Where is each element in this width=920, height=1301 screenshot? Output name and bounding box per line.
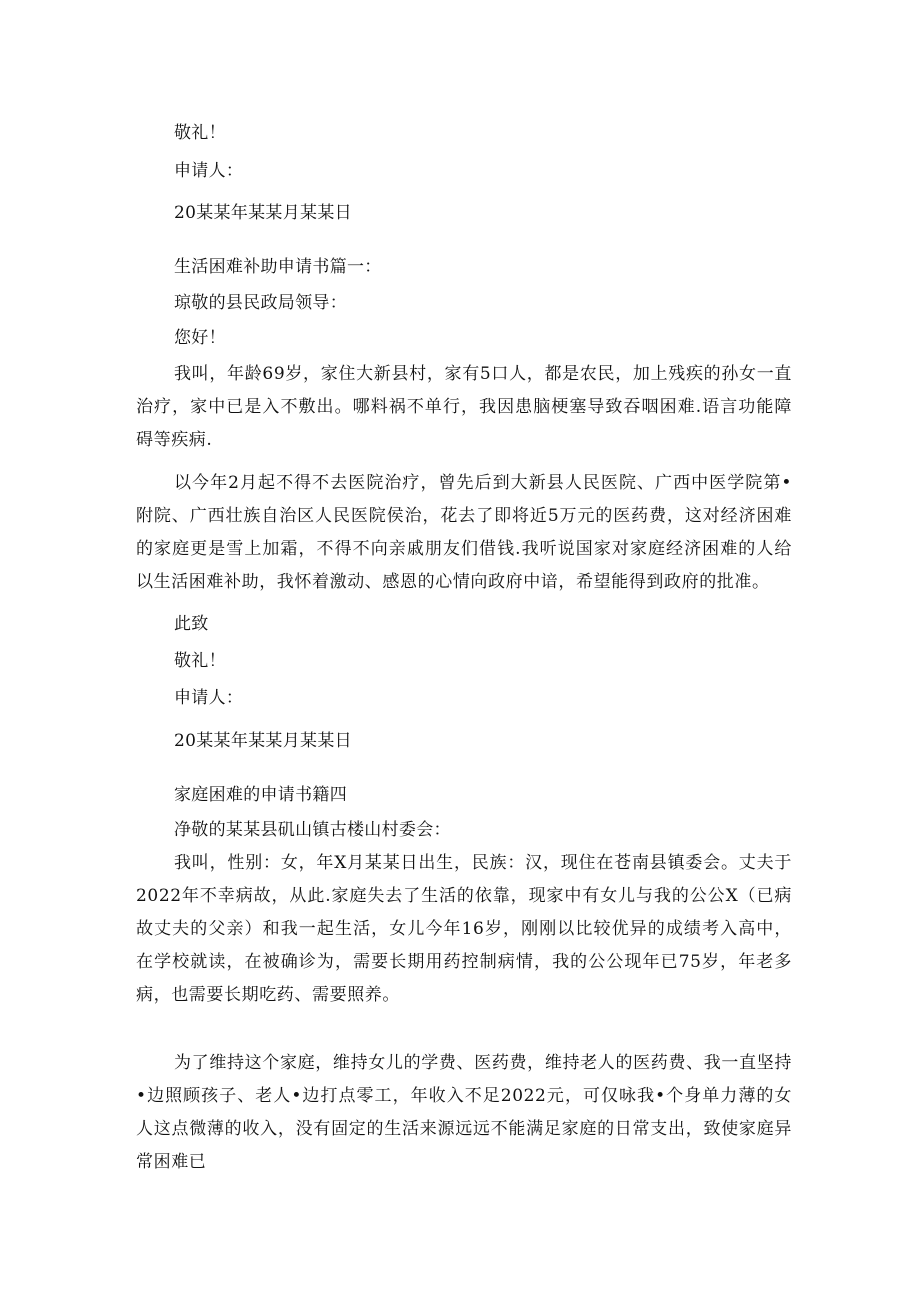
closing-lead: 此致 bbox=[174, 614, 209, 634]
greeting: 您好！ bbox=[174, 328, 226, 348]
date-line: 20某某年某某月某某日 bbox=[174, 731, 352, 751]
body-paragraph: 我叫，性别：女，年X月某某日出生，民族：汉，现住在苍南县镇委会。丈夫于2022年不幸病故，从此.家庭失去了生活的依靠，现家中有女儿与我的公公X（已病故丈夫的父亲）和我一起生活，女儿今年16岁，刚刚以比较优异的成绩考入高中，在学校就读，在被确诊为，需要长期用药控制病情，我的公公现年已75岁，年老多病，也需要长期吃药、需要照养。 bbox=[136, 853, 792, 1005]
applicant-label: 申请人： bbox=[174, 161, 244, 181]
date-line: 20某某年某某月某某日 bbox=[174, 203, 352, 223]
closing-salutation: 敬礼！ bbox=[174, 123, 226, 143]
body-paragraph: 我叫，年龄69岁，家住大新县村，家有5口人，都是农民，加上残疾的孙女一直治疗，家中已是入不敷出。哪料祸不单行，我因患脑梗塞导致吞咽困难.语言功能障碍等疾病. bbox=[136, 364, 792, 450]
letter-salutation: 净敬的某某县矶山镇古楼山村委会： bbox=[174, 820, 451, 840]
closing-salutation: 敬礼！ bbox=[174, 651, 226, 671]
letter-salutation: 琼敬的县民政局领导： bbox=[174, 293, 347, 313]
body-paragraph: 以今年2月起不得不去医院治疗，曾先后到大新县人民医院、广西中医学院第•附院、广西壮族自治区人民医院侯治，花去了即将近5万元的医药费，这对经济困难的家庭更是雪上加霜，不得不向亲戚朋友们借钱.我听说国家对家庭经济困难的人给以生活困难补助，我怀着激动、感恩的心情向政府中谙，希望能得到政府的批准。 bbox=[136, 473, 792, 592]
section-title: 生活困难补助申请书篇一： bbox=[174, 257, 382, 277]
body-paragraph: 为了维持这个家庭，维持女儿的学费、医药费，维持老人的医药费、我一直坚持•边照顾孩子、老人•边打点零工，年收入不足2022元，可仅咏我•个身单力薄的女人这点微薄的收入，没有固定的生活来源远远不能满足家庭的日常支出，致使家庭异常困难已 bbox=[136, 1053, 792, 1172]
section-title: 家庭困难的申请书籍四 bbox=[174, 785, 347, 805]
applicant-label: 申请人： bbox=[174, 688, 244, 708]
